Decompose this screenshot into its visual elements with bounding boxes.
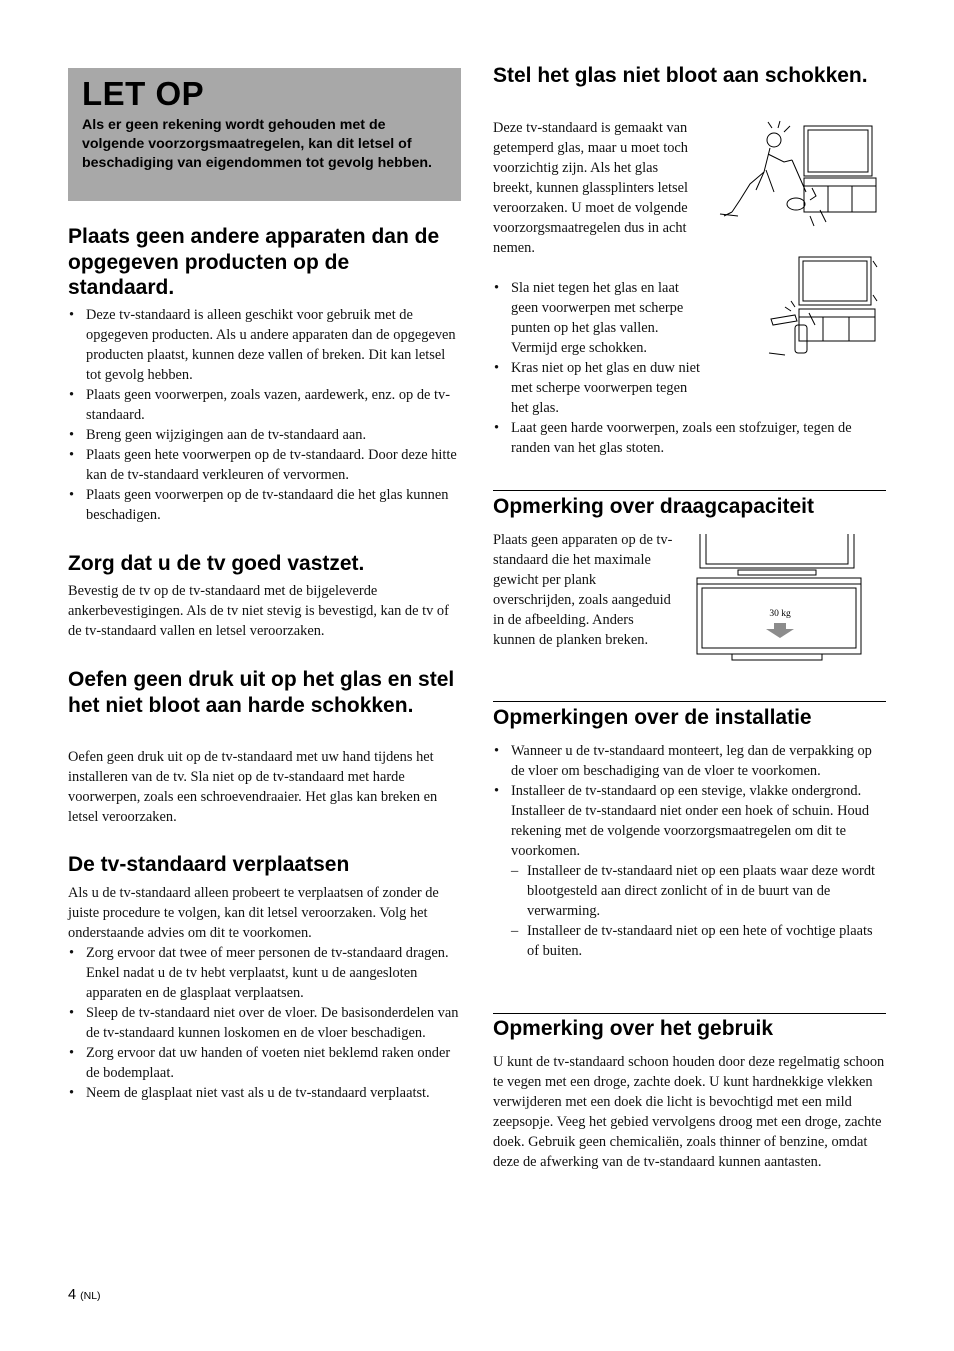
list-item: • Zorg ervoor dat uw handen of voeten niet beklemd raken onder de bodemplaat.	[68, 1043, 461, 1083]
heading-glass: Stel het glas niet bloot aan schokken.	[493, 64, 868, 87]
list-item: • Wanneer u de tv-standaard monteert, leg dan de verpakking op de vloer om beschadiging van de vloer te voorkomen.	[493, 741, 886, 781]
heading-pressure: Oefen geen druk uit op het glas en stel het niet bloot aan harde schokken.	[68, 668, 455, 717]
list-item	[493, 781, 886, 961]
heading-use: Opmerking over het gebruik	[493, 1017, 774, 1040]
list-item: • Laat geen harde voorwerpen, zoals een stofzuiger, tegen de randen van het glas stoten.	[493, 418, 886, 458]
list-products	[68, 305, 461, 525]
glass-impact-illustration	[765, 255, 880, 360]
list-item: • Zorg ervoor dat twee of meer personen de tv-standaard dragen. Enkel nadat u de tv hebt verplaatst, kunt u de aangesloten apparaten en de glasplaat verplaatsen.	[68, 943, 461, 1003]
page-number-value: 4	[68, 1287, 77, 1303]
section-divider	[493, 701, 886, 702]
heading-secure: Zorg dat u de tv goed vastzet.	[68, 552, 365, 575]
section-moving-body	[68, 883, 461, 1103]
sub-list-item: – Installeer de tv-standaard niet op een hete of vochtige plaats of buiten.	[511, 921, 886, 961]
arrow-down-icon	[774, 623, 786, 629]
list-install	[493, 741, 886, 961]
page-language: (NL)	[80, 1290, 101, 1302]
text-use: U kunt de tv-standaard schoon houden door deze regelmatig schoon te vegen met een droge, zachte doek. U kunt hardnekkige vlekken verwijderen met een doek die licht is bevochtigd met een mild zeepsopje. Veeg het gebied vervolgens droog met een droge, zachte doek. Gebruik geen chemicaliën, zoals thinner of benzine, omdat deze de afwerking van de tv-standaard kunnen aantasten.	[493, 1054, 885, 1170]
list-item: • Breng geen wijzigingen aan de tv-standaard aan.	[68, 425, 461, 445]
heading-products: Plaats geen andere apparaten dan de opgegeven producten op de standaard.	[68, 225, 440, 299]
text-secure: Bevestig de tv op de tv-standaard met de bijgeleverde ankerbevestigingen. Als de tv niet stevig is bevestigd, kan de tv of de tv-standaard vallen en letsel veroorzaken.	[68, 583, 449, 639]
list-item: • Deze tv-standaard is alleen geschikt voor gebruik met de opgegeven producten. Als u andere apparaten dan de opgegeven producten plaatst, kunnen deze vallen of breken. Dit kan letsel tot gevolg hebben.	[68, 305, 461, 385]
heading-install: Opmerkingen over de installatie	[493, 706, 812, 729]
sub-list-item: – Installeer de tv-standaard niet op een plaats waar deze wordt blootgesteld aan direct zonlicht of in de buurt van de verwarming.	[511, 861, 886, 921]
warning-text: Als er geen rekening wordt gehouden met de volgende voorzorgsmaatregelen, kan dit letsel of beschadiging van eigendommen tot gevolg hebben.	[82, 117, 432, 171]
page-number	[68, 1287, 101, 1303]
list-item: • Sla niet tegen het glas en laat geen voorwerpen met scherpe punten op het glas vallen. Vermijd erge schokken.	[493, 278, 701, 358]
text-pressure: Oefen geen druk uit op de tv-standaard met uw hand tijdens het installeren van de tv. Sla niet op de tv-standaard met harde voorwerpen, zoals een schroevendraaier. Het glas kan breken en letsel veroorzaken.	[68, 749, 438, 825]
list-item: • Sleep de tv-standaard niet over de vloer. De basisonderdelen van de tv-standaard kunnen loskomen en de vloer beschadigen.	[68, 1003, 461, 1043]
list-item: • Plaats geen voorwerpen, zoals vazen, aardewerk, enz. op de tv-standaard.	[68, 385, 461, 425]
warning-title: LET OP	[82, 75, 205, 112]
warning-box	[68, 68, 461, 201]
list-item: • Kras niet op het glas en duw niet met scherpe voorwerpen tegen het glas.	[493, 358, 701, 418]
arrow-head	[766, 629, 794, 638]
weight-label: 30 kg	[769, 609, 791, 619]
list-item-text: Installeer de tv-standaard op een stevige, vlakke ondergrond. Installeer de tv-standaard niet onder een hoek of schuin. Houd rekening met de volgende voorzorgsmaatregelen om dit te voorkomen.	[511, 783, 870, 859]
list-item: • Neem de glasplaat niet vast als u de tv-standaard verplaatst.	[68, 1083, 461, 1103]
list-item: • Plaats geen voorwerpen op de tv-standaard die het glas kunnen beschadigen.	[68, 485, 461, 525]
text-moving: Als u de tv-standaard alleen probeert te verplaatsen of zonder de juiste procedure te volgen, kan dit letsel veroorzaken. Volg het onderstaande advies om dit te voorkomen.	[68, 885, 439, 941]
heading-moving: De tv-standaard verplaatsen	[68, 853, 350, 876]
text-glass: Deze tv-standaard is gemaakt van getemperd glas, maar u moet toch voorzichtig zijn. Als het glas breekt, kunnen glassplinters letsel veroorzaken. U moet de volgende voorzorgsmaatregelen dus in acht nemen.	[493, 120, 689, 256]
load-capacity-illustration	[694, 534, 864, 664]
section-divider	[493, 490, 886, 491]
heading-load: Opmerking over draagcapaciteit	[493, 495, 814, 518]
section-divider	[493, 1013, 886, 1014]
vacuum-illustration	[710, 120, 880, 230]
text-load: Plaats geen apparaten op de tv-standaard die het maximale gewicht per plank overschrijden, zoals aangeduid in de afbeelding. Anders kunnen de planken breken.	[493, 532, 673, 648]
list-item: • Plaats geen hete voorwerpen op de tv-standaard. Door deze hitte kan de tv-standaard verkleuren of vervormen.	[68, 445, 461, 485]
